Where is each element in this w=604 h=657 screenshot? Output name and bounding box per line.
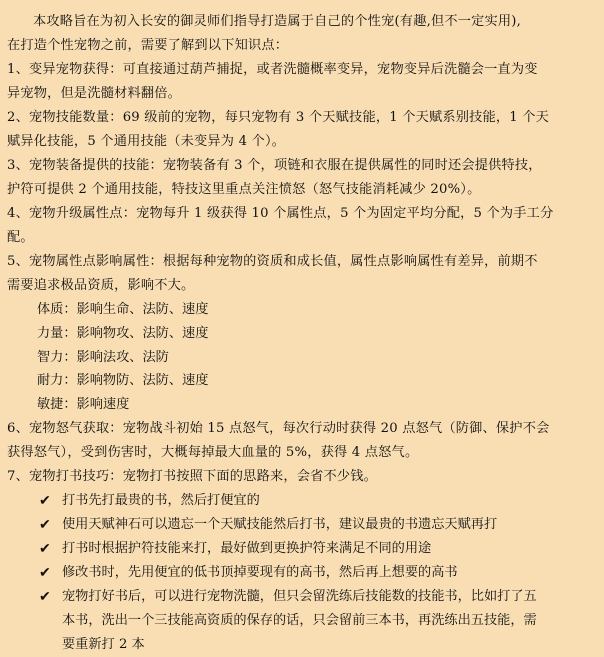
tip-text-line-3: 要重新打 2 本 [62,636,145,652]
point-4-line-2: 配。 [7,230,34,245]
point-1-line-1: 1、变异宠物获得：可直接通过葫芦捕捉，或者洗髓概率变异，宠物变异后洗髓会一直为变 [7,62,538,77]
point-5-line-1: 5、宠物属性点影响属性：根据每种宠物的资质和成长值，属性点影响属性有差异，前期不 [7,254,538,269]
tip-item [7,585,597,657]
point-2-line-2: 赋异化技能，5 个通用技能（未变异为 4 个）。 [7,134,286,149]
tip-item [7,513,597,537]
tip-item [7,489,597,513]
attribute-constitution: 体质：影响生命、法防、速度 [37,302,209,317]
point-6-line-2: 获得怒气），受到伤害时，大概每掉最大血量的 5%，获得 4 点怒气。 [7,444,419,460]
point-4-line-1: 4、宠物升级属性点：宠物每升 1 级获得 10 个属性点，5 个为固定平均分配，5 个为手工分 [7,206,554,221]
point-5-line-2: 需要追求极品资质，影响不大。 [7,278,195,293]
intro-line-2: 在打造个性宠物之前，需要了解到以下知识点： [7,38,289,53]
tip-text-line-2: 本书，洗出一个三技能高资质的保存的话，只会留前三本书，再洗练出五技能，需 [62,612,537,628]
point-2-line-1: 2、宠物技能数量：69 级前的宠物，每只宠物有 3 个天赋技能，1 个天赋系别技能，1 个天 [7,110,550,125]
tip-text: 使用天赋神石可以遗忘一个天赋技能然后打书，建议最贵的书遗忘天赋再打 [62,516,498,532]
attribute-intelligence: 智力：影响法攻、法防 [37,349,169,365]
tip-text-line-1: 宠物打好书后，可以进行宠物洗髓，但只会留洗练后技能数的技能书，比如打了五 [62,588,537,604]
point-3-line-2: 护符可提供 2 个通用技能，特技这里重点关注愤怒（怒气技能消耗减少 20%）。 [7,182,481,197]
check-icon: ✔ [39,564,51,581]
intro-line-1: 本攻略旨在为初入长安的御灵师们指导打造属于自己的个性宠(有趣,但不一定实用), [33,14,522,29]
tip-item [7,537,597,561]
check-icon: ✔ [39,492,51,509]
tip-text: 修改书时，先用便宜的低书顶掉要现有的高书，然后再上想要的高书 [62,564,458,580]
attribute-strength: 力量：影响物攻、法防、速度 [37,325,209,341]
tip-text: 打书时根据护符技能来打，最好做到更换护符来满足不同的用途 [62,540,432,556]
point-6-line-1: 6、宠物怒气获取：宠物战斗初始 15 点怒气，每次行动时获得 20 点怒气（防御、保护不会 [7,420,550,436]
check-icon: ✔ [39,516,51,533]
check-icon: ✔ [39,588,51,605]
attribute-endurance: 耐力：影响物防、法防、速度 [37,373,209,389]
point-3-line-1: 3、宠物装备提供的技能：宠物装备有 3 个，项链和衣服在提供属性的同时还会提供特技， [7,158,542,173]
check-icon: ✔ [39,540,51,557]
point-7-line-1: 7、宠物打书技巧：宠物打书按照下面的思路来，会省不少钱。 [7,468,378,484]
point-1-line-2: 异宠物，但是洗髓材料翻倍。 [7,86,182,101]
tip-text: 打书先打最贵的书，然后打便宜的 [62,492,260,508]
attribute-agility: 敏捷：影响速度 [37,397,130,413]
tip-item [7,561,597,585]
